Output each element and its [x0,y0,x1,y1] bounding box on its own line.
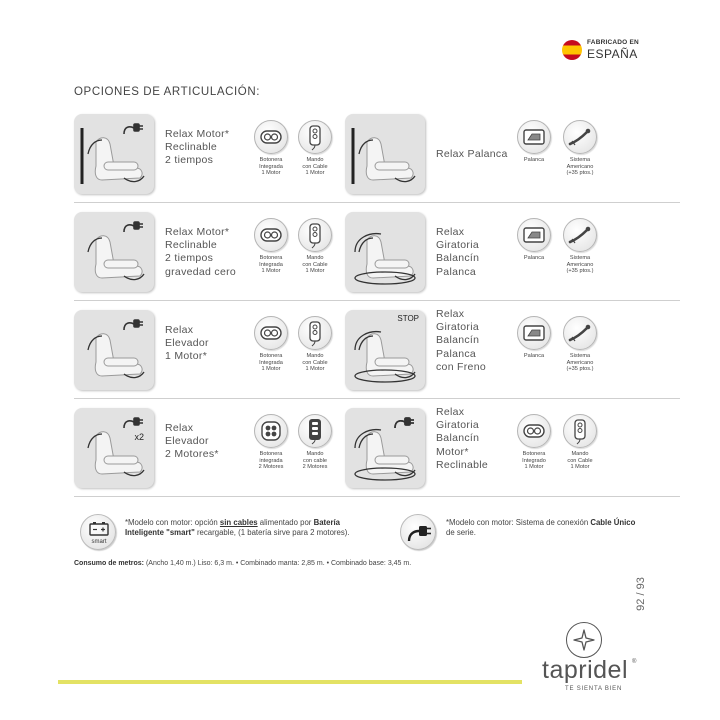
control-label [303,451,328,471]
recliner-diagram [345,212,425,292]
control-label-line: con Cable [567,457,593,464]
option-name [165,324,209,364]
option-name-line: gravedad cero [165,265,237,278]
badge-line2: ESPAÑA [587,46,638,61]
stop-label: STOP [397,314,419,323]
control-label-line: Palanca [523,353,545,359]
control-label-line: 1 Motor [305,366,325,373]
option-card [345,404,680,497]
control-label-line: con Cable [302,261,328,268]
option-name-line: Relax [436,308,465,320]
option-card [345,110,680,203]
battery-note-mid: alimentado por [257,518,314,527]
cable-note-bold: Cable Único [590,518,636,527]
option-card [345,306,680,399]
control-label-line: 2 Motores [302,464,328,471]
option-name [165,128,229,168]
option-name-line: Reclinable [165,239,218,252]
control-label-line: Sistema [569,255,591,261]
option-name-line: 2 tiempos [165,252,214,265]
control-label-line: con Cable [302,163,328,170]
control-label-line: Mando [306,451,324,457]
option-name-line: Elevador [165,435,209,448]
brand-tagline: TE SIENTA BIEN [565,686,623,692]
control-label [259,451,284,471]
option-name-line: Relax [436,226,465,238]
control-label-line: Palanca [523,157,545,163]
control-label-line: Mando [306,157,324,163]
option-name-line: Relax [165,324,194,336]
option-name-line: Giratoria [436,419,479,432]
option-name [436,308,486,374]
control-label-line: Americano [566,261,594,268]
recliner-diagram [345,408,425,488]
control-label-line: Sistema [569,157,591,163]
option-name-line: Relax Palanca [436,148,508,160]
option-name-line: Palanca [436,265,477,278]
cable-remote-icon [563,414,597,448]
recliner-diagram [74,408,154,488]
control-option [554,120,606,177]
option-name-line: Balancín [436,432,480,445]
recliner-diagram [74,212,154,292]
option-name-line: Balancín [436,252,480,265]
option-name-line: 2 tiempos [165,154,214,167]
battery-note-bold2: Batería Inteligente "smart" [125,518,340,537]
option-name-line: Relax [165,422,194,434]
accent-line [58,680,522,684]
control-option [554,316,606,373]
cable-note [446,518,646,538]
control-label-line: 1 Motor [570,464,590,471]
control-label-line: Integrado [522,457,546,464]
control-label-line: integrada [259,457,283,464]
control-label [259,157,283,177]
control-label-line: Integrada [259,359,283,366]
option-name [436,148,508,161]
brand-logo: tapridel [542,656,628,684]
power-plug-icon [400,514,436,550]
option-name [165,226,236,279]
badge-line1: FABRICADO EN [587,39,639,47]
smart-label: smart [91,539,107,545]
lever-icon [517,120,551,154]
option-name-line: 2 Motores* [165,448,219,461]
control-label [567,451,592,471]
control-label-line: 1 Motor [305,170,325,177]
control-label [567,255,594,275]
control-label [524,353,544,360]
control-label [302,157,327,177]
control-label-line: Americano [566,163,594,170]
control-label-line: Mando [306,353,324,359]
button-panel-icon [517,414,551,448]
control-label [524,157,544,164]
recliner-diagram [345,310,425,390]
control-option [508,414,560,471]
option-name [436,226,479,279]
option-name [436,406,488,472]
battery-note-bold1: sin cables [219,518,258,527]
control-label-line: Integrada [259,163,283,170]
american-system-icon [563,218,597,252]
section-title: OPCIONES DE ARTICULACIÓN: [74,86,261,98]
control-label-line: Mando [306,255,324,261]
control-label-line: Botonera [522,451,546,457]
control-option [508,120,560,164]
option-name-line: Balancín [436,334,480,347]
control-label-line: 1 Motor [305,268,325,275]
control-label-line: con Cable [302,359,328,366]
option-card [345,208,680,301]
control-label [302,353,327,373]
battery-note-prefix: *Modelo con motor: opción [125,518,220,527]
lever-icon [517,316,551,350]
option-name-line: Motor* [436,445,469,458]
recliner-diagram [74,114,154,194]
option-name-line: Reclinable [165,141,218,154]
control-label-line: Americano [566,359,594,366]
cable-remote-icon [298,218,332,252]
consumption-label: Consumo de metros: [74,560,145,567]
control-label [302,255,327,275]
recliner-diagram [74,310,154,390]
option-name-line: Giratoria [436,321,479,334]
control-option [289,218,341,275]
dual-button-panel-icon [254,414,288,448]
option-name-line: Giratoria [436,239,479,252]
control-label [259,353,283,373]
control-option [508,218,560,262]
control-label-line: (+35 ptos.) [566,366,594,373]
american-system-icon [563,120,597,154]
control-label-line: 1 Motor [524,464,544,471]
control-label-line: Botonera [259,353,283,359]
control-label [524,255,544,262]
cable-note-prefix: *Modelo con motor: Sistema de conexión [446,518,591,527]
control-option [508,316,560,360]
brand-star-icon [566,622,602,658]
registered-mark: ® [632,659,637,665]
control-label-line: Integrada [259,261,283,268]
option-name-line: Reclinable [436,458,489,471]
option-name-line: 1 Motor* [165,350,208,363]
battery-note [125,518,375,538]
control-label-line: Mando [571,451,589,457]
option-name-line: Relax Motor* [165,128,230,140]
control-label-line: 1 Motor [261,366,281,373]
control-label [567,353,594,373]
control-option [554,218,606,275]
control-label-line: Palanca [523,255,545,261]
x2-label: x2 [134,432,144,442]
control-label-line: (+35 ptos.) [566,170,594,177]
lever-icon [517,218,551,252]
control-label-line: Sistema [569,353,591,359]
made-in-spain-badge [562,40,639,60]
smart-battery-icon [80,514,116,550]
option-name-line: Relax Motor* [165,226,230,238]
cable-remote-icon [298,120,332,154]
button-panel-icon [254,316,288,350]
control-option [289,316,341,373]
button-panel-icon [254,120,288,154]
control-option [289,120,341,177]
option-name-line: Relax [436,406,465,418]
option-name [165,422,219,462]
battery-note-suffix: recargable, (1 batería sirve para 2 motores). [194,528,350,537]
cable-remote-icon [298,316,332,350]
spain-flag-icon [562,40,582,60]
cable-note-suffix: de serie. [446,528,476,537]
control-label-line: (+35 ptos.) [566,268,594,275]
control-label-line: 2 Motores [258,464,284,471]
fabric-consumption [74,560,411,567]
control-label-line: 1 Motor [261,268,281,275]
control-option [289,414,341,471]
option-name-line: Palanca [436,347,477,360]
button-panel-icon [254,218,288,252]
control-label [259,255,283,275]
control-label-line: Botonera [259,157,283,163]
control-label-line: Botonera [259,451,283,457]
control-label-line: 1 Motor [261,170,281,177]
control-label-line: con cable [303,457,327,464]
consumption-text: (Ancho 1,40 m.) Liso: 6,3 m. • Combinado manta: 2,85 m. • Combinado base: 3,45 m. [144,560,412,567]
dual-cable-remote-icon [298,414,332,448]
control-label-line: Botonera [259,255,283,261]
option-name-line: Elevador [165,337,209,350]
control-label [567,157,594,177]
option-name-line: con Freno [436,360,486,373]
page-number: 92 / 93 [635,577,647,611]
american-system-icon [563,316,597,350]
control-option [554,414,606,471]
control-label [522,451,546,471]
recliner-diagram [345,114,425,194]
